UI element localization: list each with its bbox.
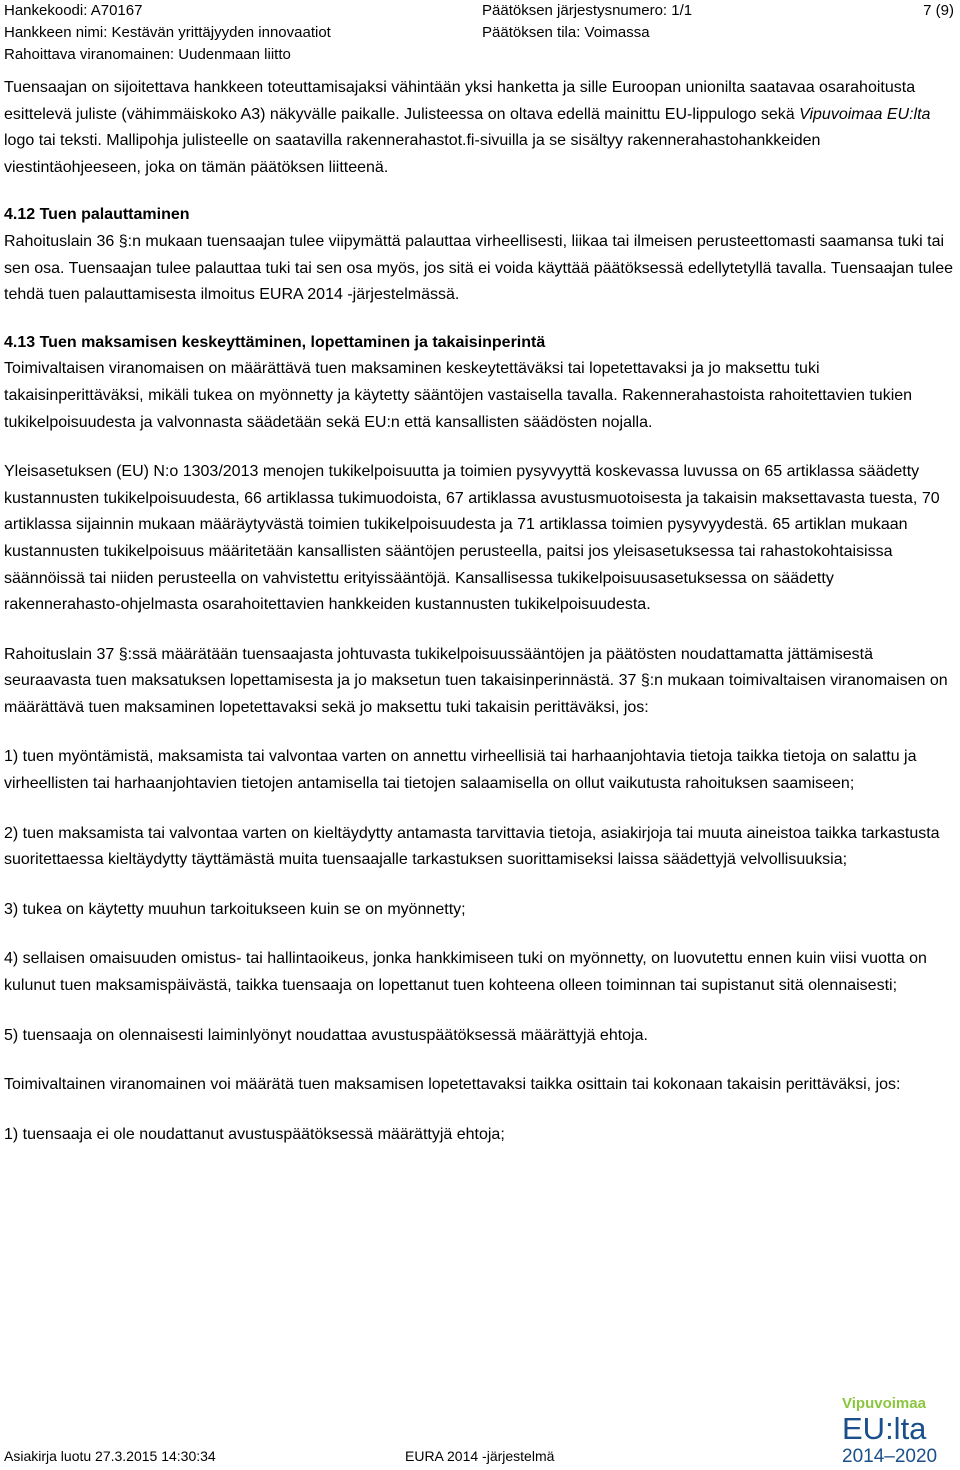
list-item-1: 1) tuen myöntämistä, maksamista tai valvontaa varten on annettu virheellisiä tai harhaanjohtavia tietoja taikka tietoja on salattu ja virheellisten tai harhaanjohtavien tietojen antamisella tai tietojen salaamisella on ollut vaikutusta rahoituksen saamiseen; — [4, 748, 917, 793]
header-right — [923, 0, 954, 22]
section-4-12-heading: 4.12 Tuen palauttaminen — [4, 206, 190, 224]
list-item-3: 3) tukea on käytetty muuhun tarkoitukseen kuin se on myönnetty; — [4, 900, 466, 918]
decision-sequence: Päätöksen järjestysnumero: 1/1 — [482, 2, 693, 19]
document-body — [4, 75, 954, 1148]
list-item-5: 5) tuensaaja on olennaisesti laiminlyönyt noudattaa avustuspäätöksessä määrättyjä ehtoja. — [4, 1026, 648, 1044]
project-code: Hankekoodi: A70167 — [4, 2, 143, 19]
project-name: Hankkeen nimi: Kestävän yrittäjyyden innovaatiot — [4, 24, 331, 41]
intro-text: Tuensaajan on sijoitettava hankkeen toteuttamisajaksi vähintään yksi hanketta ja sille Euroopan unionilta saatavaa osarahoitusta esittelevä juliste (vähimmäiskoko A3) näkyvälle paikalle. Julisteessa on oltava edellä mainittu EU-lippulogo sekä — [4, 79, 916, 123]
section-4-13-paragraph-1: Toimivaltaisen viranomaisen on määrättävä tuen maksaminen keskeytettäväksi tai lopetettavaksi ja jo maksettu tuki takaisinperittäväksi, mikäli tukea on myönnetty ja käytetty sääntöjen vastaisella tavalla. Rakennerahastoista rahoitettavien tukien tukikelpoisuudesta ja valvonnasta säädetään sekä EU:n että kansallisten säädösten nojalla. — [4, 360, 913, 431]
system-name: EURA 2014 -järjestelmä — [405, 1448, 555, 1464]
vipuvoimaa-eu-logo — [838, 1393, 956, 1465]
intro-paragraph — [4, 75, 954, 181]
funding-authority: Rahoittava viranomainen: Uudenmaan liitto — [4, 46, 291, 63]
list-item-4: 4) sellaisen omaisuuden omistus- tai hallintaoikeus, jonka hankkimiseen tuki on myönnetty, on luovutettu ennen kuin viisi vuotta on kulunut tuen maksamispäivästä, taikka tuensaaja on lopettanut tuen kohteena olleen toiminnan tai supistanut sitä olennaisesti; — [4, 950, 927, 995]
logo-line-3: 2014–2020 — [842, 1446, 938, 1465]
section-4-13-paragraph-2: Yleisasetuksen (EU) N:o 1303/2013 menojen tukikelpoisuutta ja toimien pysyvyyttä koskevassa luvussa on 65 artiklassa säädetty kustannusten tukikelpoisuudesta, 66 artiklassa tukimuodoista, 67 artiklassa avustusmuotoisesta ja takaisin maksettavasta tuesta, 70 artiklassa sijainnin mukaan määräytyvästä toimien tukikelpoisuudesta ja 71 artiklassa toimien pysyvyydestä. 65 artiklan mukaan kustannusten tukikelpoisuus määritetään kansallisten sääntöjen perusteella, paitsi jos yleisasetuksessa tai rahastokohtaisissa säännöissä tai niiden perusteella on vahvistettu erityissääntöjä. Kansallisessa tukikelpoisuusasetuksessa on säädetty rakennerahasto-ohjelmasta osarahoitettavien hankkeiden kustannusten tukikelpoisuudesta. — [4, 463, 940, 614]
decision-status: Päätöksen tila: Voimassa — [482, 24, 650, 41]
document-created-timestamp: Asiakirja luotu 27.3.2015 14:30:34 — [4, 1448, 216, 1464]
section-4-13-heading: 4.13 Tuen maksamisen keskeyttäminen, lopettaminen ja takaisinperintä — [4, 333, 546, 351]
partial-list-item-1: 1) tuensaaja ei ole noudattanut avustuspäätöksessä määrättyjä ehtoja; — [4, 1125, 505, 1143]
list-item-2: 2) tuen maksamista tai valvontaa varten on kieltäydytty antamasta tarvittavia tietoja, asiakirjoja tai muuta aineistoa taikka tarkastusta suoritettaessa kieltäydytty täyttämästä muita tuensaajalle tarkastuksen suorittamiseksi laissa säädettyjä velvollisuuksia; — [4, 824, 940, 869]
logo-line-2: EU:lta — [842, 1411, 927, 1446]
section-4-12-paragraph: Rahoituslain 36 §:n mukaan tuensaajan tulee viipymättä palauttaa virheellisesti, liikaa tai ilmeisen perusteettomasti saamansa tuki tai sen osa. Tuensaajan tulee palauttaa tuki tai sen osa myös, jos sitä ei voida käyttää päätöksessä edellytetyllä tavalla. Tuensaajan tulee tehdä tuen palauttamisesta ilmoitus EURA 2014 -järjestelmässä. — [4, 232, 954, 304]
header-left — [4, 0, 331, 66]
page-header — [0, 0, 960, 62]
intro-text-end: logo tai teksti. Mallipohja julisteelle on saatavilla rakennerahastot.fi-sivuilla ja se sisältyy rakennerahastohankkeiden viestintäohjeeseen, joka on tämän päätöksen liitteenä. — [4, 132, 821, 176]
page-number: 7 (9) — [923, 2, 954, 19]
logo-line-1: Vipuvoimaa — [842, 1395, 926, 1412]
intro-italic-text: Vipuvoimaa EU:lta — [799, 105, 931, 123]
partial-recovery-intro: Toimivaltainen viranomainen voi määrätä tuen maksamisen lopetettavaksi taikka osittain tai kokonaan takaisin perittäväksi, jos: — [4, 1076, 901, 1094]
header-middle — [482, 0, 692, 44]
section-4-13-paragraph-3: Rahoituslain 37 §:ssä määrätään tuensaajasta johtuvasta tukikelpoisuussääntöjen ja päätösten noudattamatta jättämisestä seuraavasta tuen maksatuksen lopettamisesta ja jo maksetun tuen takaisinperinnästä. 37 §:n mukaan toimivaltaisen viranomaisen on määrättävä tuen maksaminen lopetettavaksi sekä jo maksettu tuki takaisin perittäväksi, jos: — [4, 645, 948, 716]
